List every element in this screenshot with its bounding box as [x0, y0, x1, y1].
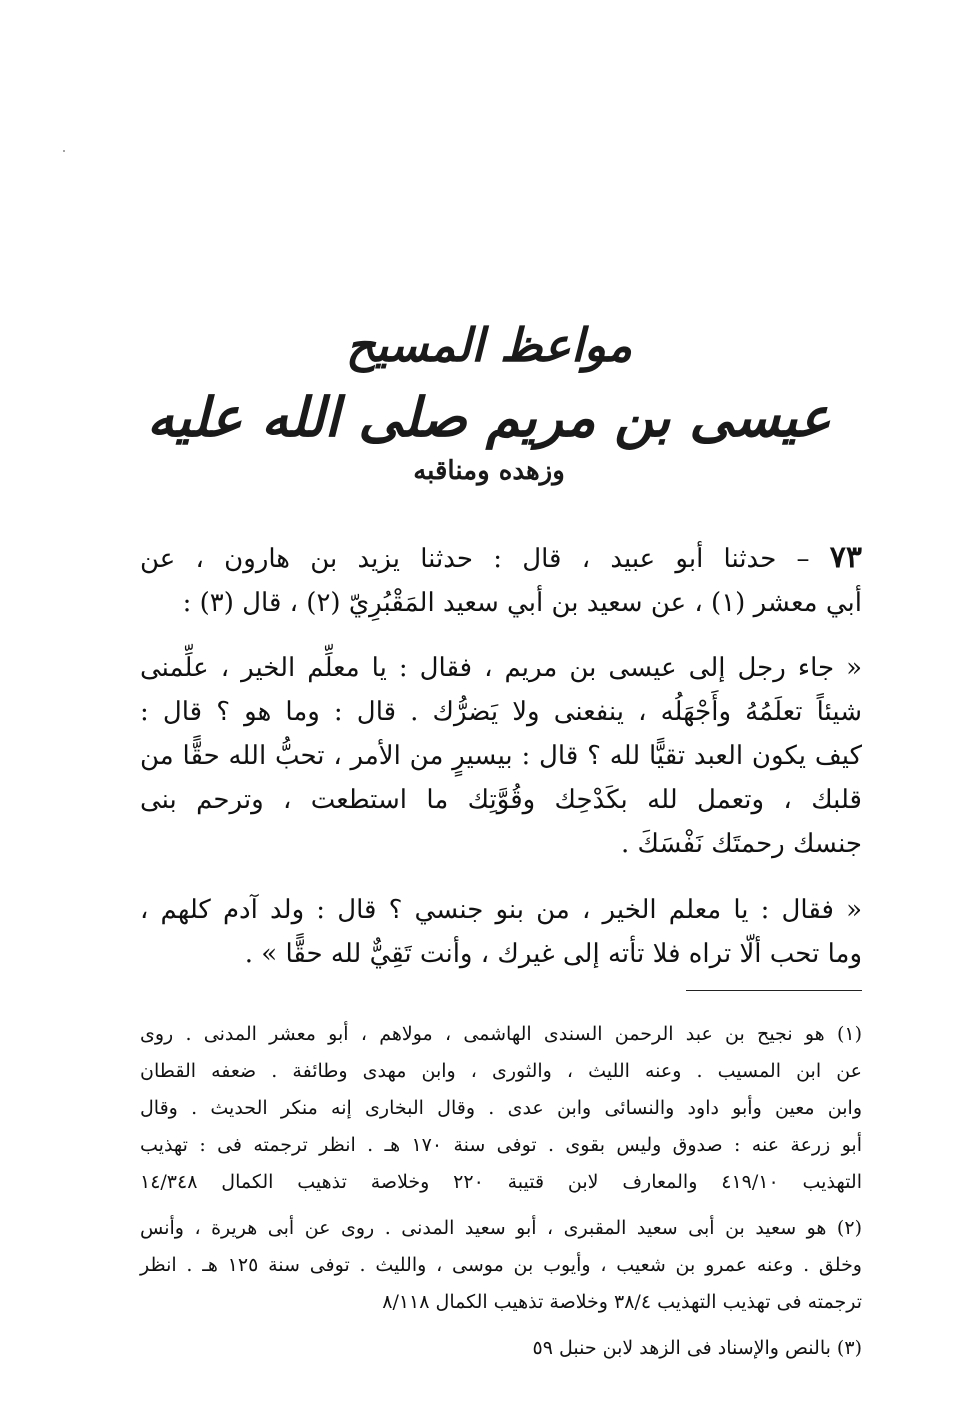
footnote-1-line-5: التهذيب ٤١٩/١٠ والمعارف لابن قتيبة ٢٢٠ وخلاصة تذهيب الكمال ١٤/٣٤٨	[140, 1171, 862, 1193]
paragraph-1	[140, 536, 862, 625]
footnote-2-line-2: وخلق . وعنه عمرو بن شعيب ، وأيوب بن موسى ، والليث . توفى سنة ١٢٥ هـ . انظر	[140, 1254, 862, 1276]
footnote-1-line-3: وابن معين وأبو داود والنسائى وابن عدى . وقال البخارى إنه منكر الحديث . وقال	[140, 1097, 862, 1119]
footnote-1-line-1: (١) هو نجيح بن عبد الرحمن السندى الهاشمى ، مولاهم ، أبو معشر المدنى . روى	[140, 1023, 862, 1045]
footnote-2	[140, 1210, 862, 1321]
paragraph-1-line-1	[140, 536, 862, 581]
paragraph-3-line-2: وما تحب ألّا تراه فلا تأته إلى غيرك ، وأنت تَقِيٌّ لله حقًّا » .	[244, 939, 862, 969]
paragraph-2-line-1: « جاء رجل إلى عيسى بن مريم ، فقال : يا معلِّم الخير ، علِّمنى	[140, 653, 862, 683]
paragraph-1-line-2: أبي معشر (١) ، عن سعيد بن أبي سعيد المَقْبُرِيّ (٢) ، قال (٣) :	[182, 588, 862, 618]
paragraph-3	[140, 888, 862, 976]
footnote-1	[140, 1016, 862, 1201]
paragraph-3-line-1: « فقال : يا معلم الخير ، من بنو جنسي ؟ قال : ولد آدم كلهم ،	[140, 895, 862, 925]
paragraph-2-line-2: شيئاً تعلَمُهُ وأَجْهَلُه ، ينفعنى ولا يَضرُّك . قال : وما هو ؟ قال :	[140, 697, 862, 727]
paragraph-2	[140, 646, 862, 866]
footnote-2-line-3: ترجمته فى تهذيب التهذيب ٣٨/٤ وخلاصة تذهيب الكمال ٨/١١٨	[382, 1291, 862, 1313]
footnote-3-line-1: (٣) بالنص والإسناد فى الزهد لابن حنبل ٥٩	[532, 1337, 862, 1359]
heading-line-3: وزهده ومناقبه	[413, 456, 565, 486]
footnote-2-line-1: (٢) هو سعيد بن أبى سعيد المقبرى ، أبو سعيد المدنى . روى عن أبى هريرة ، وأنس	[140, 1217, 862, 1239]
speck	[63, 150, 65, 152]
footnote-3	[140, 1330, 862, 1367]
footnote-1-line-4: أبو زرعة عنه : صدوق وليس بقوى . توفى سنة ١٧٠ هـ . انظر ترجمته فى : تهذيب	[140, 1134, 862, 1156]
footnote-1-line-2: عن ابن المسيب . وعنه الليث ، والثورى ، وابن مهدى وطائفة . ضعفه القطان	[140, 1060, 862, 1082]
heading-line-2: عيسى بن مريم صلى الله عليه	[147, 385, 831, 449]
heading-line-1: مواعظ المسيح	[345, 318, 633, 372]
paragraph-2-line-5: جنسك رحمتَك نَفْسَكَ .	[621, 829, 862, 859]
paragraph-2-line-3: كيف يكون العبد تقيًّا لله ؟ قال : بيسيرٍ من الأمر ، تحبُّ الله حقًّا من	[140, 741, 862, 771]
hadith-number: ٧٣	[829, 540, 862, 575]
paragraph-2-line-4: قلبك ، وتعمل لله بكَدْحِك وقُوَّتِك ما استطعت ، وترحم بنى	[140, 785, 862, 815]
paragraph-1-line-1-text: – حدثنا أبو عبيد ، قال : حدثنا يزيد بن هارون ، عن	[140, 544, 810, 574]
footnote-separator	[686, 990, 862, 991]
